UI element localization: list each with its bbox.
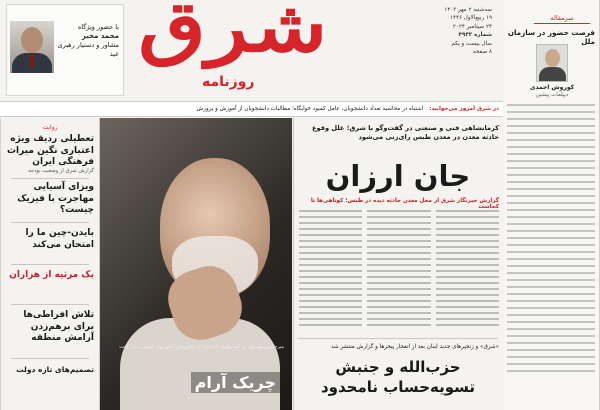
inside-today-strip[interactable] xyxy=(0,101,503,117)
author-photo xyxy=(536,44,568,82)
issue-info xyxy=(414,6,492,92)
sidebar-headline[interactable]: تلاش افراطی‌ها برای برهم‌زدن آرامش منطقه xyxy=(23,310,94,343)
lead-subhead: گزارش خبرنگار شرق از محل معدن حادثه دیده در طبس؛ کوتاهی‌ها تا کجاست xyxy=(310,198,499,210)
promo-text xyxy=(53,23,119,59)
sidebar-headline[interactable]: تصمیم‌های تازه دولت xyxy=(16,365,94,374)
issue-date: سه‌شنبه ۲ مهر ۱۴۰۳ xyxy=(444,7,492,13)
left-sidebar xyxy=(0,118,98,410)
promo-line: با حضور ویژگاه xyxy=(77,23,119,31)
sidebar-headline[interactable]: تعطیلی ردیف ویژه اعتباری نگین میراث فرهنگی ایران xyxy=(6,134,94,167)
sidebar-headline[interactable]: بایدن-چین ما را امتحان می‌کند xyxy=(25,228,94,250)
issue-number: شماره ۴۹۳۲ xyxy=(458,32,492,39)
sidebar-headline[interactable]: یک مرثیه از هزاران xyxy=(9,270,94,280)
strip-label: در شرق امروز می‌خوانید: xyxy=(429,106,499,112)
sidebar-kicker: روایت xyxy=(42,124,58,131)
lead-photo[interactable] xyxy=(100,118,292,410)
second-story-headline[interactable]: تسویه‌حساب نامحدود xyxy=(320,378,476,396)
issue-year: سال بیست و یکم xyxy=(451,40,492,47)
lead-body xyxy=(299,210,499,334)
editorial-author-role: دیپلمات پیشین xyxy=(535,92,569,98)
lead-headline[interactable]: جان ارزان xyxy=(325,159,471,193)
editorial-title[interactable]: فرصت حضور در سازمان ملل xyxy=(507,28,595,46)
editorial-body xyxy=(507,104,595,377)
issue-date-hijri: ۱۹ ربیع‌الاول ۱۴۴۶ xyxy=(449,15,492,22)
sidebar-subhead: گزارش شرق از وضعیت بودجه xyxy=(28,168,94,174)
issue-pages: ۸ صفحه xyxy=(473,49,492,56)
logo-wordmark: شرق xyxy=(138,0,328,68)
second-story-kicker: «شرق» و زنجیرهای جدید لبنان بعد از انفجار پیجرها و گزارش منتشر شد xyxy=(330,344,499,350)
logo-subtitle: روزنامه xyxy=(202,74,255,90)
lead-story xyxy=(294,118,503,410)
editorial-author: کوروش احمدی xyxy=(529,84,575,91)
newspaper-logo[interactable] xyxy=(138,0,340,96)
strip-text: اشتباه در محاسبه تعداد دانشجویان، عامل کمبود خوابگاه؛ مطالبات دانشجویان از آموزش و پرورش xyxy=(196,106,424,112)
promo-line: مشاور و دستیار رهبری عید xyxy=(57,41,119,58)
promo-name: محمد مخبر xyxy=(81,32,119,40)
promo-box[interactable] xyxy=(6,4,124,96)
sidebar-headline[interactable]: ویزای آسیایی مهاجرت با فیزیک چیست؟ xyxy=(17,182,94,215)
photo-headline[interactable]: چریک آرام xyxy=(191,372,280,393)
editorial-column[interactable] xyxy=(504,0,600,410)
issue-date-gregorian: ۲۴ سپتامبر ۲۰۲۴ xyxy=(452,23,492,30)
editorial-kicker: سرمقاله xyxy=(534,14,590,24)
promo-portrait xyxy=(10,21,54,73)
lead-intro: کرمانشاهی فنی و صنعتی در گفت‌وگو با شرق؛ علل وقوع حادثه معدن در معدن طبس رای‌زنی می‌شود xyxy=(312,124,499,141)
photo-caption: میرحسین موسوی در گفت‌وگوی تازه خود از چالش‌های پیش روی کشور سخن گفت xyxy=(119,345,284,350)
second-story-headline[interactable]: حزب‌الله و جنبش xyxy=(335,358,461,376)
